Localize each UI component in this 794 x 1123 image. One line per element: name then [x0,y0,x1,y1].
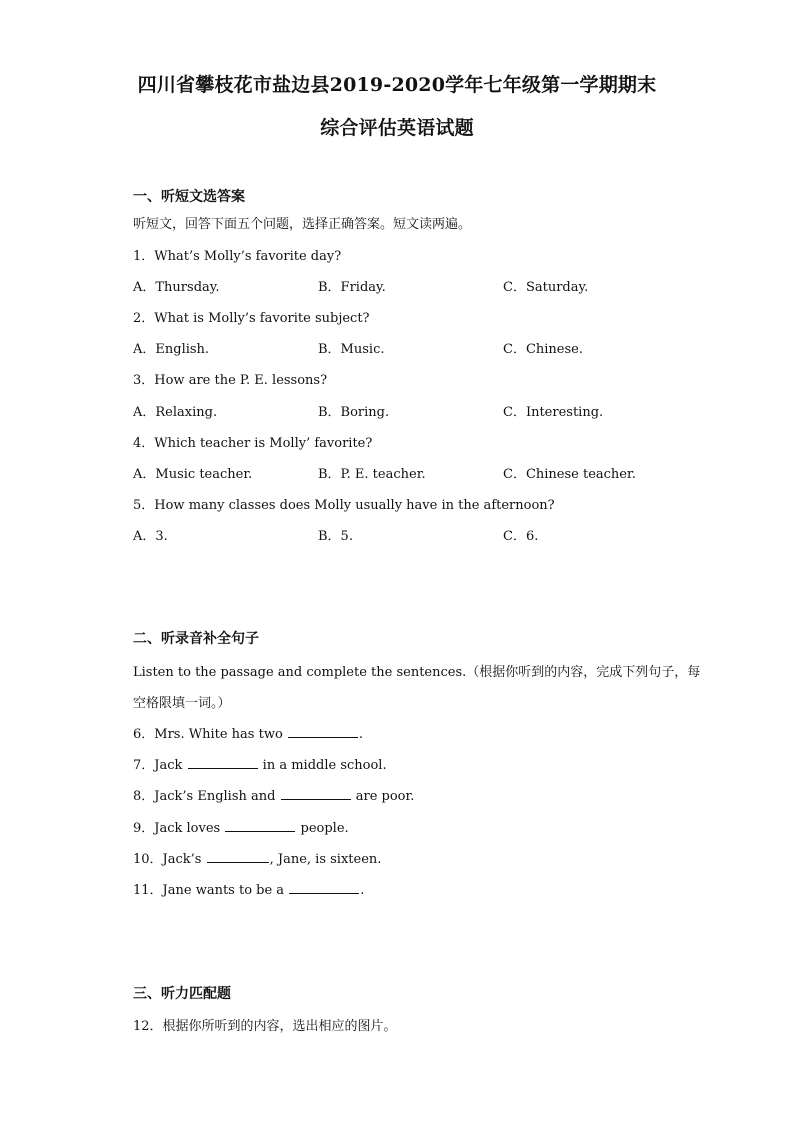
sentence-7 [133,754,387,773]
q2-option-a: A．English. [133,342,210,357]
answer-blank-9 [225,830,295,832]
sentence-11 [133,879,364,898]
question-5: 5．How many classes does Molly usually have in the afternoon? [133,498,555,513]
q2-option-c: C．Chinese. [503,342,583,357]
question-1: 1．What’s Molly’s favorite day? [133,249,342,264]
sentence-11-post: . [360,883,365,898]
answer-blank-8 [281,798,351,800]
section3-heading: 三、听力匹配题 [133,986,231,1002]
sentence-11-pre: 11．Jane wants to be a [133,883,289,898]
sentence-8-post: are poor. [351,789,415,804]
q2-option-b: B．Music. [318,342,385,357]
question-3: 3．How are the P. E. lessons? [133,373,328,388]
q4-option-c: C．Chinese teacher. [503,467,636,482]
sentence-9-pre: 9．Jack loves [133,821,225,836]
sentence-6 [133,723,363,742]
sentence-8-pre: 8．Jack’s English and [133,789,280,804]
sentence-7-pre: 7．Jack [133,758,187,773]
q3-option-b: B．Boring. [318,405,390,420]
sentence-10-pre: 10．Jack’s [133,852,206,867]
q5-option-c: C．6. [503,529,539,544]
question-4: 4．Which teacher is Molly’ favorite? [133,436,373,451]
q3-option-a: A．Relaxing. [133,405,218,420]
sentence-9 [133,817,349,836]
section1-instruction: 听短文，回答下面五个问题，选择正确答案。短文读两遍。 [133,217,472,232]
q3-option-c: C．Interesting. [503,405,604,420]
answer-blank-7 [188,767,258,769]
q1-option-a: A．Thursday. [133,280,220,295]
sentence-10-post: , Jane, is sixteen. [269,852,382,867]
sentence-10 [133,848,381,867]
section1-heading: 一、听短文选答案 [133,189,245,205]
exam-title-line1: 四川省攀枝花市盐边县2019-2020学年七年级第一学期期末 [137,74,657,96]
sentence-7-post: in a middle school. [258,758,387,773]
section2-instruction-line1: Listen to the passage and complete the sentences.（根据你听到的内容，完成下列句子，每 [133,665,701,680]
sentence-6-post: . [358,727,364,742]
sentence-9-post: people. [296,821,349,836]
answer-blank-6 [288,736,358,738]
section2-heading: 二、听录音补全句子 [133,631,259,647]
q1-option-b: B．Friday. [318,280,386,295]
q4-option-a: A．Music teacher. [133,467,253,482]
q1-option-c: C．Saturday. [503,280,589,295]
sentence-8 [133,785,414,804]
section2-instruction-line2: 空格限填一词。） [133,696,231,711]
q5-option-b: B．5. [318,529,353,544]
section3-item-12: 12．根据你所听到的内容，选出相应的图片。 [133,1019,397,1034]
sentence-6-pre: 6．Mrs. White has two [133,727,287,742]
exam-title-line2: 综合评估英语试题 [320,117,474,139]
q4-option-b: B．P. E. teacher. [318,467,426,482]
question-2: 2．What is Molly’s favorite subject? [133,311,370,326]
q5-option-a: A．3. [133,529,168,544]
answer-blank-11 [289,892,359,894]
answer-blank-10 [207,861,269,863]
